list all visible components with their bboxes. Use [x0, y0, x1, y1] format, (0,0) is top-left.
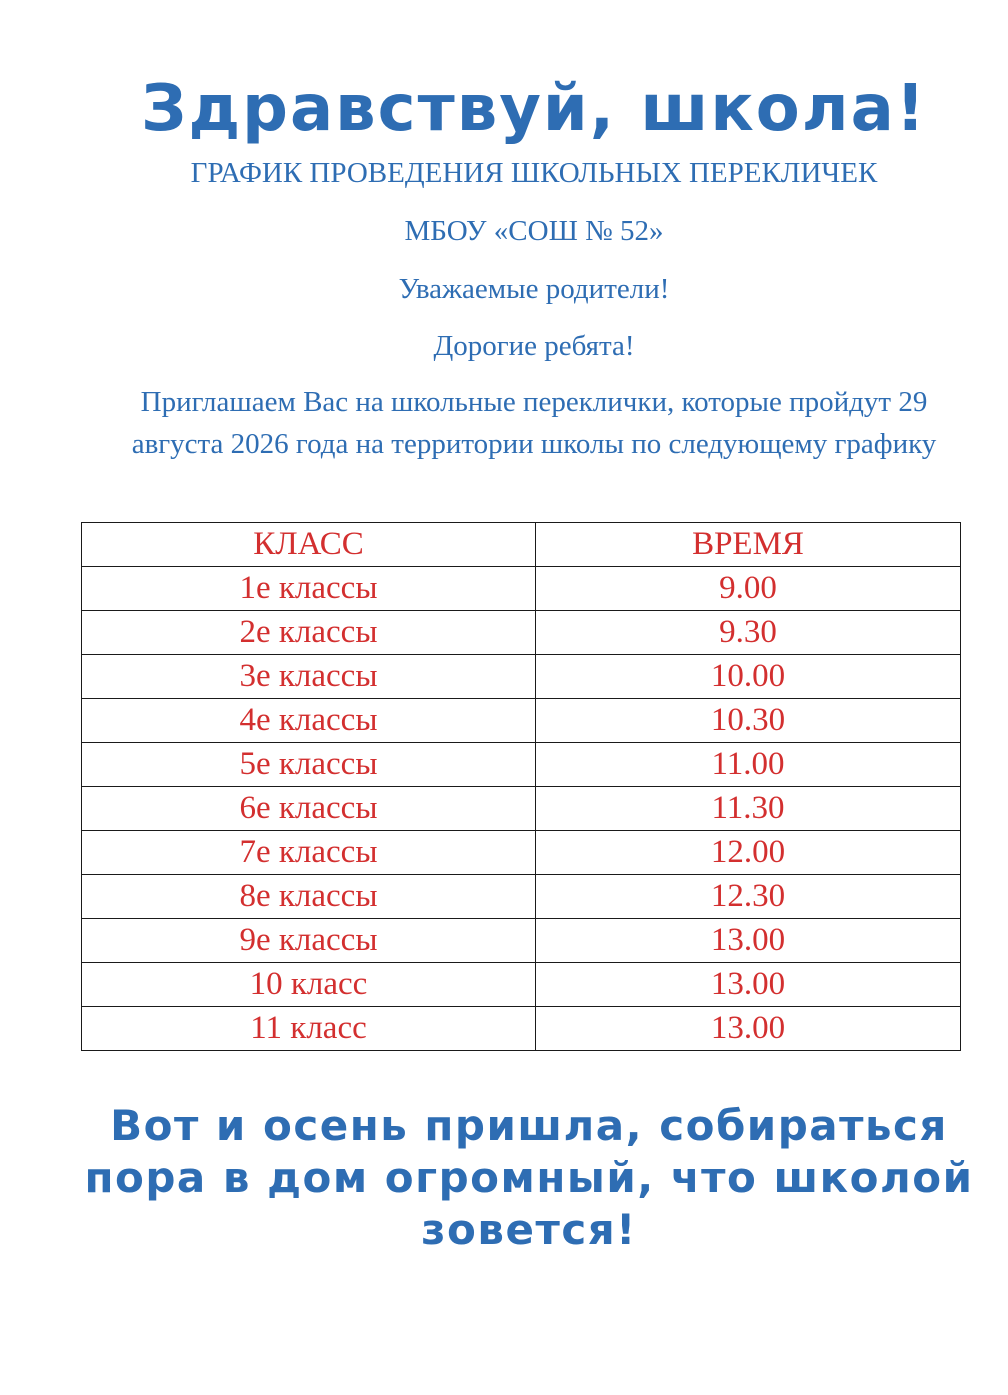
time-cell: 12.30 — [536, 875, 961, 919]
greeting-kids: Дорогие ребята! — [433, 330, 635, 362]
schedule-body — [82, 567, 961, 1051]
time-cell: 12.00 — [536, 831, 961, 875]
class-cell: 2е классы — [82, 611, 536, 655]
class-cell: 6е классы — [82, 787, 536, 831]
table-row — [82, 611, 961, 655]
table-row — [82, 875, 961, 919]
class-cell: 3е классы — [82, 655, 536, 699]
page-title: Здравствуй, школа! — [141, 72, 927, 146]
table-header-row — [82, 523, 961, 567]
time-cell: 10.00 — [536, 655, 961, 699]
column-header-class: КЛАСС — [82, 523, 536, 567]
column-header-time: ВРЕМЯ — [536, 523, 961, 567]
class-cell: 10 класс — [82, 963, 536, 1007]
school-name: МБОУ «СОШ № 52» — [404, 215, 664, 247]
closing-slogan: Вот и осень пришла, собираться пора в дом огромный, что школой зовется! — [84, 1101, 974, 1254]
class-cell: 11 класс — [82, 1007, 536, 1051]
time-cell: 10.30 — [536, 699, 961, 743]
table-row — [82, 963, 961, 1007]
table-row — [82, 743, 961, 787]
time-cell: 9.00 — [536, 567, 961, 611]
time-cell: 11.00 — [536, 743, 961, 787]
time-cell: 9.30 — [536, 611, 961, 655]
class-cell: 1е классы — [82, 567, 536, 611]
table-row — [82, 831, 961, 875]
table-row — [82, 919, 961, 963]
table-row — [82, 699, 961, 743]
invitation-text: Приглашаем Вас на школьные переклички, которые пройдут 29 августа 2026 года на территории школы по следующему графику — [131, 386, 937, 460]
greeting-parents: Уважаемые родители! — [398, 273, 670, 305]
class-cell: 5е классы — [82, 743, 536, 787]
table-row — [82, 567, 961, 611]
table-row — [82, 655, 961, 699]
time-cell: 13.00 — [536, 963, 961, 1007]
schedule-table — [81, 522, 961, 1051]
time-cell: 13.00 — [536, 919, 961, 963]
class-cell: 4е классы — [82, 699, 536, 743]
table-row — [82, 1007, 961, 1051]
time-cell: 11.30 — [536, 787, 961, 831]
class-cell: 8е классы — [82, 875, 536, 919]
class-cell: 7е классы — [82, 831, 536, 875]
table-row — [82, 787, 961, 831]
schedule-heading: ГРАФИК ПРОВЕДЕНИЯ ШКОЛЬНЫХ ПЕРЕКЛИЧЕК — [190, 157, 878, 189]
time-cell: 13.00 — [536, 1007, 961, 1051]
class-cell: 9е классы — [82, 919, 536, 963]
